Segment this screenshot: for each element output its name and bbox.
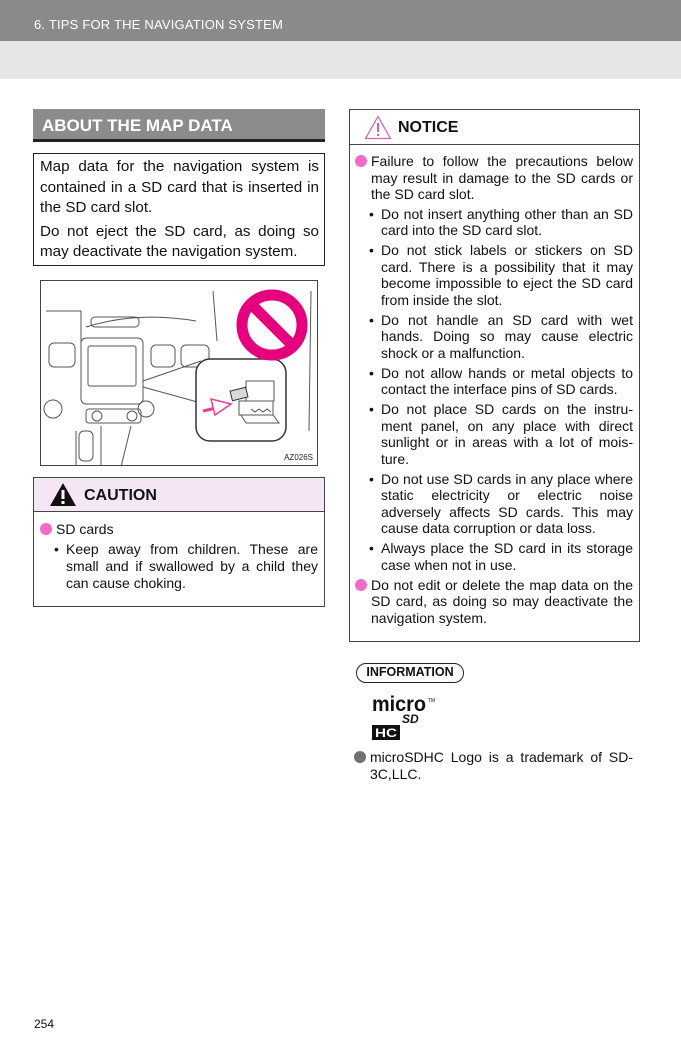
information-label: INFORMATION xyxy=(356,663,464,683)
intro-box xyxy=(33,153,325,266)
prohibited-icon xyxy=(242,295,302,355)
notice-subitem-text: Do not allow hands or metal objects to contact the interface pins of SD cards. xyxy=(381,364,633,397)
dashboard-illustration xyxy=(40,280,318,466)
information-note xyxy=(354,749,633,783)
logo-tm-text: TM xyxy=(428,698,436,704)
pink-bullet-icon xyxy=(355,155,367,167)
notice-subitem: • Do not stick labels or stickers on SD card. There is a possibility that it may become impossible to eject the SD card from inside the slot. xyxy=(369,242,633,308)
notice-item xyxy=(355,153,633,203)
microsdhc-logo-icon xyxy=(372,693,442,741)
notice-subitem-text: Do not handle an SD card with wet hands. Doing so may cause electric shock or a malfunction. xyxy=(381,311,633,361)
notice-item xyxy=(355,577,633,627)
logo-hc-text: HC xyxy=(375,726,398,740)
notice-item-text: Do not edit or delete the map data on the SD card, as doing so may deactivate the navigation system. xyxy=(371,576,633,626)
caution-box xyxy=(33,477,325,607)
section-title-bar xyxy=(33,109,325,142)
notice-header xyxy=(350,110,639,145)
caution-subitem: • Keep away from children. These are small and if swallowed by a child they can cause choking. xyxy=(54,541,318,591)
notice-subitem: • Do not insert anything other than an SD card into the SD card slot. xyxy=(369,205,633,238)
header-sub-band xyxy=(0,41,681,79)
notice-subitem-text: Do not insert anything other than an SD card into the SD card slot. xyxy=(381,205,633,238)
caution-item xyxy=(40,521,318,538)
notice-subitem: • Do not handle an SD card with wet hands. Doing so may cause electric shock or a malfunction. xyxy=(369,311,633,361)
notice-box xyxy=(349,109,640,642)
caution-subitem-text: Keep away from children. These are small and if swallowed by a child they can cause choking. xyxy=(66,541,318,591)
notice-subitem-text: Do not place SD cards on the instru-ment panel, on any place with direct sunlight or in areas with a lot of mois-ture. xyxy=(381,401,633,467)
notice-subitem: • Do not allow hands or metal objects to contact the interface pins of SD cards. xyxy=(369,364,633,397)
logo-sd-text: SD xyxy=(402,712,419,726)
chapter-header xyxy=(0,0,681,41)
intro-paragraph-1: Map data for the navigation system is contained in a SD card that is inserted in the SD card slot. xyxy=(40,158,319,216)
pink-bullet-icon xyxy=(355,579,367,591)
caution-header xyxy=(34,478,324,512)
information-text: microSDHC Logo is a trademark of SD-3C,LLC. xyxy=(370,749,633,782)
notice-subitem: • Always place the SD card in its storage case when not in use. xyxy=(369,540,633,573)
caution-title: CAUTION xyxy=(84,487,157,504)
page-number: 254 xyxy=(34,1017,55,1031)
notice-subitem-text: Do not use SD cards in any place where static electricity or electric noise adversely affects SD cards. This may cause data corruption or data loss. xyxy=(381,470,633,536)
notice-title: NOTICE xyxy=(398,119,459,136)
section-title: ABOUT THE MAP DATA xyxy=(42,116,233,135)
logo-micro-text: micro xyxy=(372,693,426,716)
grey-bullet-icon xyxy=(354,751,366,763)
caution-item-text: SD cards xyxy=(56,521,114,537)
notice-subitem: • Do not place SD cards on the instru-ment panel, on any place with direct sunlight or in areas with a lot of mois-ture. xyxy=(369,401,633,467)
warning-outline-icon xyxy=(364,115,392,140)
dashboard-drawing xyxy=(41,281,318,466)
pink-bullet-icon xyxy=(40,523,52,535)
notice-subitem: • Do not use SD cards in any place where static electricity or electric noise adversely affects SD cards. This may cause data corruption or data loss. xyxy=(369,470,633,536)
intro-paragraph-2: Do not eject the SD card, as doing so may deactivate the navigation system. xyxy=(40,222,319,260)
notice-subitem-text: Always place the SD card in its storage case when not in use. xyxy=(381,540,633,573)
figure-code: AZ026S xyxy=(284,453,313,462)
notice-item-text: Failure to follow the precautions below may result in damage to the SD cards or the SD card slot. xyxy=(371,153,633,202)
warning-triangle-icon xyxy=(49,482,77,507)
notice-subitem-text: Do not stick labels or stickers on SD card. There is a possibility that it may become impossible to eject the SD card from inside the slot. xyxy=(381,242,633,308)
chapter-title: 6. TIPS FOR THE NAVIGATION SYSTEM xyxy=(34,17,284,32)
